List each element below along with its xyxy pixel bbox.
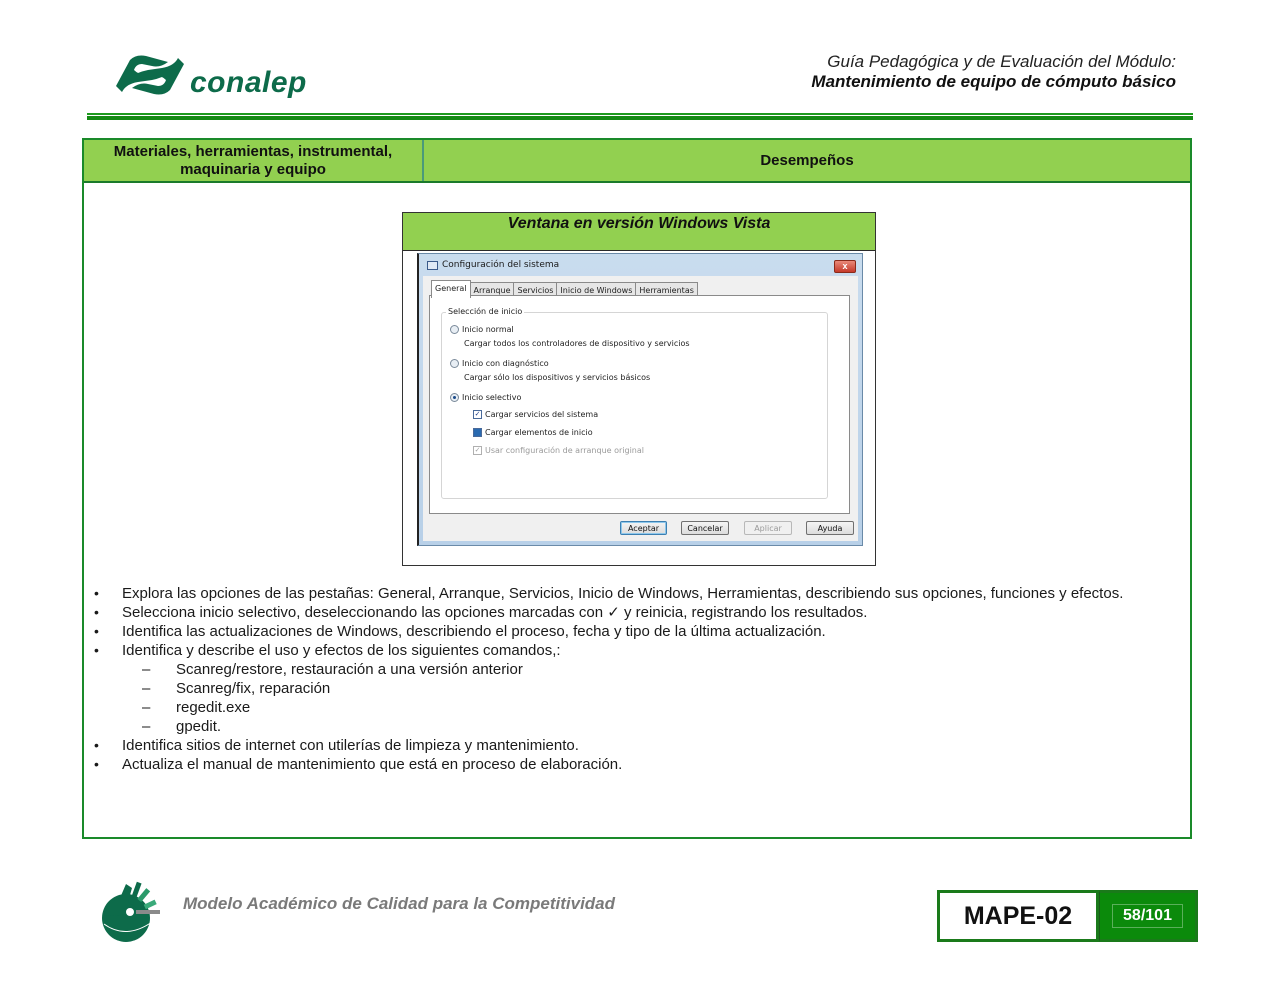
radio-icon[interactable] — [450, 325, 459, 334]
cancel-button[interactable]: Cancelar — [681, 521, 729, 535]
performance-table — [82, 138, 1192, 839]
logo-wordmark: conalep — [190, 66, 307, 99]
conalep-logo-icon — [112, 52, 188, 98]
sub-list-item: – gpedit. — [92, 717, 1172, 736]
radio-icon[interactable] — [450, 359, 459, 368]
group-label: Selección de inicio — [448, 307, 523, 316]
tab-panel-general — [429, 295, 850, 514]
window-title: Configuración del sistema — [442, 260, 560, 270]
accept-button[interactable]: Aceptar — [620, 521, 667, 535]
sub-list-item: – Scanreg/restore, restauración a una versión anterior — [92, 660, 1172, 679]
conalep-logo — [112, 50, 312, 106]
checkbox-disabled-icon: ✓ — [474, 446, 481, 454]
checkbox-use-original-boot-config: ✓ Usar configuración de arranque original — [474, 446, 644, 455]
academic-model-seal-icon — [96, 876, 164, 946]
system-configuration-window — [417, 253, 863, 546]
sub-list-item: – regedit.exe — [92, 698, 1172, 717]
radio-selected-icon[interactable] — [450, 393, 459, 402]
sub-list-item: – Scanreg/fix, reparación — [92, 679, 1172, 698]
diagnostic-startup-description: Cargar sólo los dispositivos y servicios básicos — [464, 373, 651, 382]
table-header-row — [84, 140, 1190, 183]
window-app-icon — [427, 261, 438, 270]
normal-startup-description: Cargar todos los controladores de dispositivo y servicios — [464, 339, 690, 348]
startup-selection-group — [441, 307, 828, 499]
academic-model-text: Modelo Académico de Calidad para la Competitividad — [183, 894, 616, 913]
radio-selective-startup[interactable]: Inicio selectivo — [450, 393, 521, 402]
figure-caption: Ventana en versión Windows Vista — [403, 213, 875, 251]
page-number: 58/101 — [1112, 904, 1183, 928]
list-item: • Selecciona inicio selectivo, deseleccionando las opciones marcadas con ✓ y reinicia, registrando los resultados. — [92, 603, 1172, 622]
window-titlebar — [427, 260, 559, 270]
tab-arranque[interactable]: Arranque — [471, 282, 515, 299]
header-divider-thin — [87, 113, 1193, 115]
tab-herramientas[interactable]: Herramientas — [636, 282, 698, 299]
performance-list — [92, 584, 1172, 774]
document-title — [811, 52, 1176, 92]
checkbox-load-startup-items[interactable]: Cargar elementos de inicio — [473, 428, 593, 437]
document-code: MAPE-02 — [937, 890, 1099, 942]
header-divider-thick — [87, 116, 1193, 120]
help-button[interactable]: Ayuda — [806, 521, 854, 535]
radio-normal-startup[interactable]: Inicio normal — [450, 325, 514, 334]
guide-title: Guía Pedagógica y de Evaluación del Módulo: — [827, 52, 1176, 71]
column-header-materials: Materiales, herramientas, instrumental, maquinaria y equipo — [84, 140, 424, 181]
window-body — [423, 276, 858, 541]
tab-servicios[interactable]: Servicios — [514, 282, 557, 299]
page-number-box — [1099, 890, 1198, 942]
column-header-performances: Desempeños — [760, 151, 854, 169]
list-item: • Explora las opciones de las pestañas: General, Arranque, Servicios, Inicio de Windows, Herramientas, describiendo sus opciones, funciones y efectos. — [92, 584, 1172, 603]
close-icon[interactable]: x — [834, 260, 856, 273]
list-item: • Identifica sitios de internet con utilerías de limpieza y mantenimiento. — [92, 736, 1172, 755]
checkbox-load-system-services[interactable]: ✓ Cargar servicios del sistema — [474, 410, 599, 419]
checkbox-indeterminate-icon[interactable] — [473, 428, 482, 437]
apply-button: Aplicar — [744, 521, 792, 535]
list-item: • Identifica las actualizaciones de Windows, describiendo el proceso, fecha y tipo de la última actualización. — [92, 622, 1172, 641]
list-item: • Identifica y describe el uso y efectos de los siguientes comandos,: — [92, 641, 1172, 660]
tab-inicio-de-windows[interactable]: Inicio de Windows — [557, 282, 636, 299]
radio-diagnostic-startup[interactable]: Inicio con diagnóstico — [450, 359, 549, 368]
vista-screenshot-figure — [402, 212, 876, 566]
module-title: Mantenimiento de equipo de cómputo básico — [811, 72, 1176, 91]
list-item: • Actualiza el manual de mantenimiento que está en proceso de elaboración. — [92, 755, 1172, 774]
tab-general[interactable]: General — [431, 280, 471, 298]
checkbox-checked-icon[interactable]: ✓ — [474, 410, 481, 418]
